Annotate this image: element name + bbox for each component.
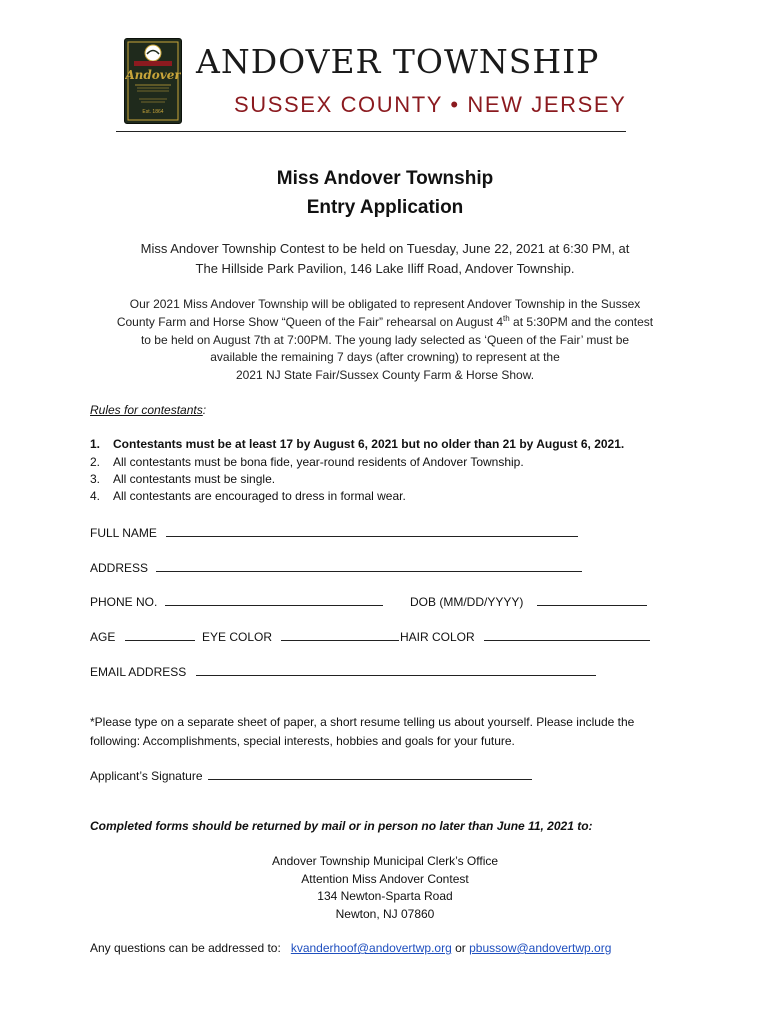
hair-color-label: HAIR COLOR xyxy=(400,630,475,644)
obligation-line xyxy=(0,315,770,329)
page-title: Miss Andover Township xyxy=(276,168,494,189)
return-address-line: Attention Miss Andover Contest xyxy=(301,872,469,886)
hair-color-field xyxy=(400,628,650,644)
age-field xyxy=(90,628,195,644)
hair-color-input-line[interactable] xyxy=(484,628,650,641)
dob-field xyxy=(410,593,647,609)
full-name-field xyxy=(90,524,578,540)
logo-banner-text: Andover xyxy=(125,68,181,82)
rule-text: All contestants must be bona fide, year-round residents of Andover Township. xyxy=(113,455,524,469)
email-link-pbussow[interactable]: pbussow@andovertwp.org xyxy=(469,941,612,955)
obligation-line: 2021 NJ State Fair/Sussex County Farm & Horse Show. xyxy=(235,368,535,382)
email-label: EMAIL ADDRESS xyxy=(90,665,187,679)
obligation-text: at 5:30PM and the contest xyxy=(509,315,654,329)
rules-heading-colon: : xyxy=(202,403,207,417)
org-name: ANDOVER TOWNSHIP xyxy=(196,42,600,81)
rule-item xyxy=(90,489,406,503)
phone-label: PHONE NO. xyxy=(90,595,158,609)
eye-color-field xyxy=(202,628,399,644)
or-text: or xyxy=(455,941,466,955)
rule-item xyxy=(90,472,275,486)
address-label: ADDRESS xyxy=(90,561,149,575)
eye-color-input-line[interactable] xyxy=(281,628,399,641)
contest-info-line: Miss Andover Township Contest to be held on Tuesday, June 22, 2021 at 6:30 PM, at xyxy=(140,241,630,256)
obligation-line: available the remaining 7 days (after crowning) to represent at the xyxy=(210,350,560,364)
email-input-line[interactable] xyxy=(196,663,596,676)
age-input-line[interactable] xyxy=(125,628,195,641)
ordinal-suffix: th xyxy=(503,314,510,323)
phone-input-line[interactable] xyxy=(165,593,383,606)
logo-established: Est. 1864 xyxy=(142,109,164,115)
page-subtitle: Entry Application xyxy=(306,197,464,218)
obligation-line: Our 2021 Miss Andover Township will be obligated to represent Andover Township in the Sussex xyxy=(129,297,641,311)
age-label: AGE xyxy=(90,630,116,644)
resume-note: following: Accomplishments, special interests, hobbies and goals for your future. xyxy=(90,734,515,748)
rule-number: 1. xyxy=(90,437,101,451)
rule-number: 3. xyxy=(90,472,101,486)
return-address-line: 134 Newton-Sparta Road xyxy=(317,889,453,903)
return-address-line: Newton, NJ 07860 xyxy=(335,907,435,921)
signature-field xyxy=(90,767,532,783)
org-subtitle: SUSSEX COUNTY • NEW JERSEY xyxy=(234,92,627,117)
email-link-kvanderhoof[interactable]: kvanderhoof@andovertwp.org xyxy=(290,941,452,955)
phone-field xyxy=(90,593,383,609)
eye-color-label: EYE COLOR xyxy=(202,630,273,644)
dob-label: DOB (MM/DD/YYYY) xyxy=(410,595,524,609)
signature-input-line[interactable] xyxy=(208,767,532,780)
full-name-input-line[interactable] xyxy=(166,524,578,537)
rule-text: Contestants must be at least 17 by August 6, 2021 but no older than 21 by August 6, 2021. xyxy=(113,437,625,451)
dob-input-line[interactable] xyxy=(537,593,647,606)
rule-item xyxy=(90,437,624,451)
address-field xyxy=(90,559,582,575)
email-field xyxy=(90,663,596,679)
rules-heading xyxy=(90,403,206,417)
return-instructions: Completed forms should be returned by mail or in person no later than June 11, 2021 to: xyxy=(90,819,593,833)
rule-item xyxy=(90,455,524,469)
rule-number: 4. xyxy=(90,489,101,503)
questions-line xyxy=(90,941,611,955)
rules-heading-text: Rules for contestants xyxy=(90,403,203,417)
rule-number: 2. xyxy=(90,455,101,469)
signature-label: Applicant’s Signature xyxy=(90,769,203,783)
township-seal-icon xyxy=(124,38,182,124)
questions-label: Any questions can be addressed to: xyxy=(90,941,281,955)
address-input-line[interactable] xyxy=(156,559,582,572)
resume-note: *Please type on a separate sheet of paper, a short resume telling us about yourself. Please include the xyxy=(90,715,635,729)
obligation-line: to be held on August 7th at 7:00PM. The young lady selected as ‘Queen of the Fair’ must be xyxy=(140,333,630,347)
full-name-label: FULL NAME xyxy=(90,526,157,540)
obligation-text: County Farm and Horse Show “Queen of the Fair” rehearsal on August 4 xyxy=(116,315,504,329)
header-divider xyxy=(116,131,626,132)
rule-text: All contestants must be single. xyxy=(113,472,276,486)
contest-info-line: The Hillside Park Pavilion, 146 Lake Iliff Road, Andover Township. xyxy=(195,261,575,276)
rule-text: All contestants are encouraged to dress in formal wear. xyxy=(113,489,406,503)
return-address-line: Andover Township Municipal Clerk’s Office xyxy=(271,854,499,868)
